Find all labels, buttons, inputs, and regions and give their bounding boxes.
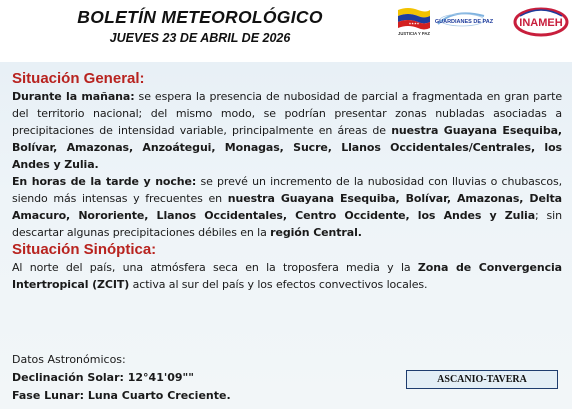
bulletin-content: [12, 70, 562, 293]
morning-lead: Durante la mañana:: [12, 90, 135, 103]
synoptic-zcit: Zona de Convergencia Intertropical (ZCIT): [12, 261, 562, 291]
solar-declination: Declinación Solar: 12°41'09"": [12, 371, 194, 384]
general-situation-title: Situación General:: [12, 70, 145, 87]
afternoon-text: se prevé un incremento de la nubosidad con lluvias o chubascos, siendo más intensas y frecuentes en: [12, 175, 562, 205]
morning-regions: nuestra Guayana Esequiba, Bolívar, Amazonas, Anzoátegui, Monagas, Sucre, Llanos Occidentales/Centrales, los Andes y Zulia.: [12, 124, 563, 171]
venezuela-flag-icon: [398, 8, 430, 30]
svg-text:JUSTICIA Y PAZ: JUSTICIA Y PAZ: [398, 31, 430, 36]
author-badge: ASCANIO-TAVERA: [406, 370, 558, 389]
afternoon-regions: nuestra Guayana Esequiba, Bolívar, Amazonas, Delta Amacuro, Nororiente, Llanos Occidentales, Centro Occidente, los Andes y Zulia: [12, 192, 562, 222]
inameh-logo: [515, 9, 567, 35]
bulletin-title: BOLETÍN METEOROLÓGICO: [77, 7, 323, 27]
afternoon-region-central: región Central.: [270, 226, 362, 239]
guardianes-de-paz-logo: [435, 13, 494, 26]
afternoon-forecast: [12, 173, 562, 241]
svg-text:★★★★: ★★★★: [408, 21, 420, 26]
morning-forecast: [12, 88, 562, 173]
institution-logos: [394, 2, 570, 50]
svg-text:GUARDIANES DE PAZ: GUARDIANES DE PAZ: [434, 19, 494, 25]
synoptic-text-2: activa al sur del país y los efectos convectivos locales.: [129, 278, 428, 291]
morning-text: se espera la presencia de nubosidad de parcial a fragmentada en gran parte del territorio nacional; del mismo modo, se podrían presentar zonas nubladas asociadas a precipitaciones de intensidad variable, principalmente en áreas de: [12, 90, 562, 137]
astro-title: Datos Astronómicos:: [12, 353, 126, 366]
bulletin-header: [0, 0, 572, 62]
synoptic-text-1: Al norte del país, una atmósfera seca en la troposfera media y la: [12, 261, 418, 274]
afternoon-text-2: ; sin descartar algunas precipitaciones débiles en la: [12, 209, 562, 239]
synoptic-situation-title: Situación Sinóptica:: [12, 241, 157, 258]
logo-bar: [394, 2, 570, 50]
afternoon-lead: En horas de la tarde y noche:: [12, 175, 197, 188]
astronomical-data: [12, 351, 312, 405]
svg-text:INAMEH: INAMEH: [519, 17, 563, 29]
bulletin-date: JUEVES 23 DE ABRIL DE 2026: [109, 31, 291, 45]
synoptic-text: [12, 259, 562, 293]
moon-phase: Fase Lunar: Luna Cuarto Creciente.: [12, 389, 231, 402]
